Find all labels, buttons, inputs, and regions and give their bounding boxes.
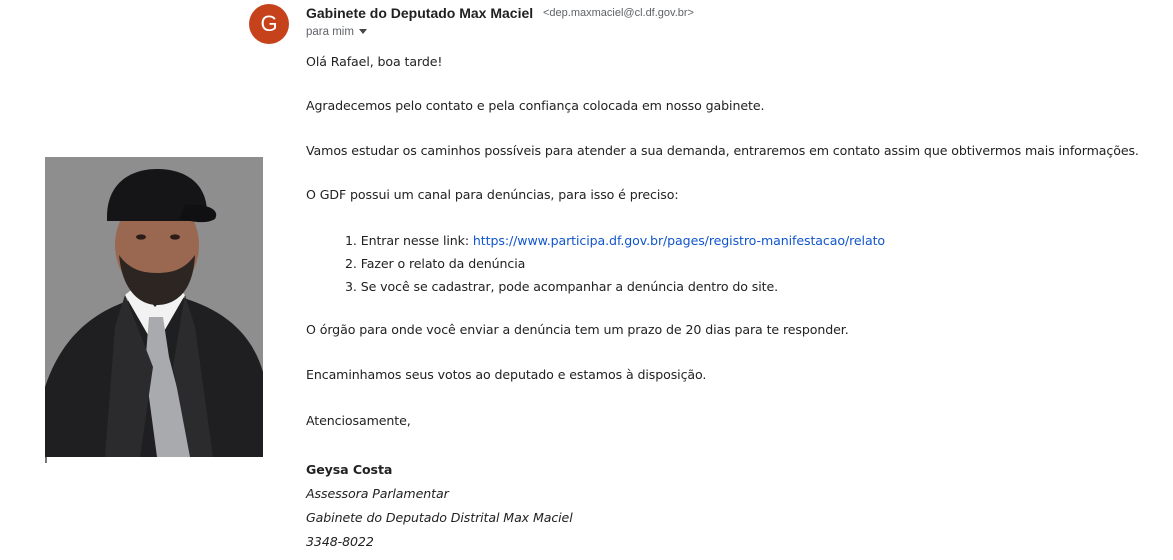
sender-email: <dep.maxmaciel@cl.df.gov.br>: [543, 7, 694, 19]
signature-office: Gabinete do Deputado Distrital Max Maciel: [306, 510, 573, 525]
participa-link[interactable]: https://www.participa.df.gov.br/pages/registro-manifestacao/relato: [472, 233, 886, 248]
gdf-paragraph: O GDF possui um canal para denúncias, para isso é preciso:: [306, 187, 679, 202]
person-photo-icon: [45, 157, 263, 457]
closing-text: Atenciosamente,: [306, 413, 411, 428]
sender-name: Gabinete do Deputado Max Maciel: [306, 5, 534, 21]
signature-name: Geysa Costa: [306, 462, 393, 477]
list-item: 2. Fazer o relato da denúncia: [345, 256, 526, 271]
forwarding-paragraph: Encaminhamos seus votos ao deputado e estamos à disposição.: [306, 367, 707, 382]
thanks-paragraph: Agradecemos pelo contato e pela confiança colocada em nosso gabinete.: [306, 98, 765, 113]
list-item: [345, 233, 885, 248]
signature-phone: 3348-8022: [306, 534, 374, 549]
list-item-text: 1. Entrar nesse link:: [345, 233, 473, 248]
photo-edge: [45, 457, 47, 463]
inline-photo: [45, 157, 263, 457]
signature-role: Assessora Parlamentar: [306, 486, 449, 501]
chevron-down-icon[interactable]: [359, 29, 367, 34]
greeting-text: Olá Rafael, boa tarde!: [306, 54, 443, 69]
sender-avatar[interactable]: G: [249, 4, 289, 44]
recipient-label: para mim: [306, 26, 354, 38]
recipient-details-toggle[interactable]: [306, 26, 367, 38]
deadline-paragraph: O órgão para onde você enviar a denúncia tem um prazo de 20 dias para te responder.: [306, 322, 849, 337]
list-item: 3. Se você se cadastrar, pode acompanhar a denúncia dentro do site.: [345, 279, 779, 294]
study-paragraph: Vamos estudar os caminhos possíveis para atender a sua demanda, entraremos em contato assim que obtivermos mais informações.: [306, 143, 1139, 158]
